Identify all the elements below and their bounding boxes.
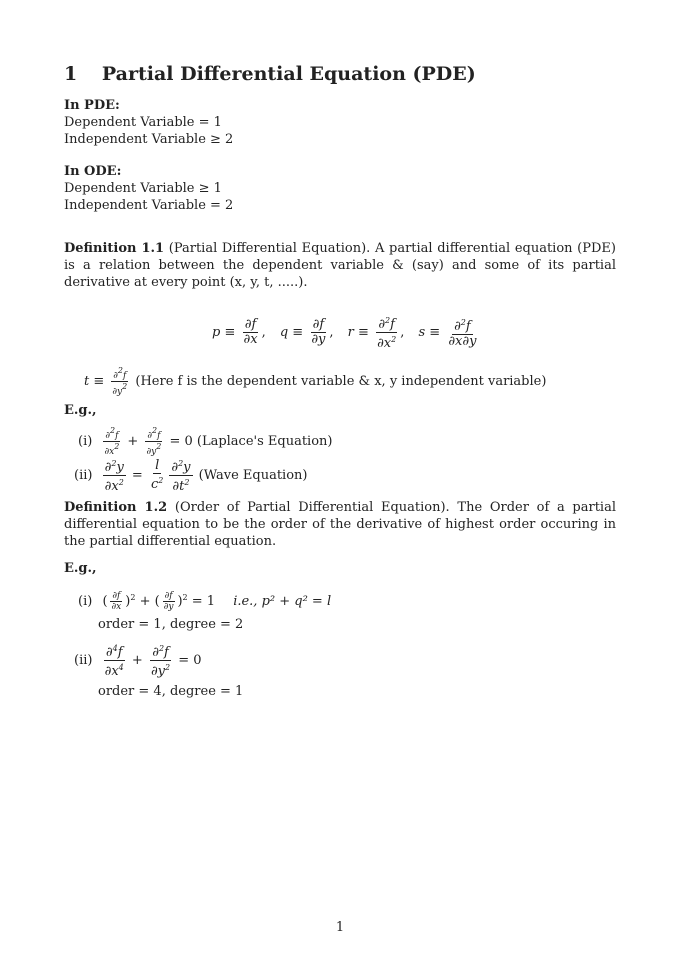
fraction-d2y-dx2: $\frac{\partial^2y}{\partial x^2}$ [104,459,124,494]
definition-name: (Order of Partial Differential Equation). [174,500,450,515]
definition-1-1 [64,240,616,291]
order-1-ie: i.e., p² + q² = l [233,594,332,609]
fraction-d2f-dxdy: $\frac{\partial^2f}{\partial x\partial y}$ [448,318,477,349]
pde-line2: Independent Variable ≥ 2 [64,132,234,147]
order-1-result: order = 1, degree = 2 [98,617,244,632]
fraction-d2f-dy2: $\frac{\partial^2f}{\partial y^2}$ [150,644,171,679]
fraction-d2f-dx2: $\frac{\partial^2f}{\partial x^2}$ [104,426,120,457]
definition-name: (Partial Differential Equation). [168,241,371,256]
example-order-1: (i) ( $\frac{\partial f}{\partial x}$ )$^2$ + ( $\frac{\partial f}{\partial y}$ )$^2$ = 1 i.e., p² + q² = l [78,591,332,612]
fraction-df-dy: $\frac{\partial f}{\partial y}$ [163,591,174,612]
t-label: t ≡ [84,374,105,389]
definition-text: The Order of a partial differential equation to be the order of the derivative of highest order occuring in the partial differential equation. [64,500,616,549]
example-order-2: (ii) $\frac{\partial^4f}{\partial x^4}$ + $\frac{\partial^2f}{\partial y^2}$ = 0 [74,644,202,679]
r-label: r ≡ [347,325,369,340]
item-label: (i) [78,594,93,609]
fraction-d4f-dx4: $\frac{\partial^4f}{\partial x^4}$ [104,644,124,679]
t-note: (Here f is the dependent variable & x, y independent variable) [135,374,547,389]
definition-text: A partial differential equation (PDE) is a relation between the dependent variable & (say) and some of its partial derivative at every point (x, y, t, .....). [64,241,616,290]
order-2-equation: = 0 [178,653,202,668]
p-label: p ≡ [212,325,236,340]
example-heading-2: E.g., [64,561,97,576]
t-definition [84,366,546,397]
wave-note: (Wave Equation) [198,468,308,483]
pde-line1: Dependent Variable = 1 [64,115,222,130]
item-label: (i) [78,434,93,449]
definition-label: Definition 1.2 [64,500,168,515]
example-laplace: (i) $\frac{\partial^2f}{\partial x^2}$ + $\frac{\partial^2f}{\partial y^2}$ = 0 (Laplace's Equation) [78,426,333,457]
fraction-d2f-dy2: $\frac{\partial^2f}{\partial y^2}$ [146,426,162,457]
section-heading [64,62,476,86]
s-label: s ≡ [418,325,441,340]
fraction-d2y-dt2: $\frac{\partial^2y}{\partial t^2}$ [171,459,191,494]
fraction-l-c2: $\frac{l}{c^2}$ [150,458,164,492]
item-label: (ii) [74,468,93,483]
section-title: Partial Differential Equation (PDE) [101,63,476,85]
section-number: 1 [64,63,78,85]
laplace-note: = 0 (Laplace's Equation) [169,434,333,449]
example-heading-1: E.g., [64,403,97,418]
page-number: 1 [335,920,345,935]
order-1-equation: = 1 [191,594,216,609]
pde-heading: In PDE: [64,98,120,113]
order-2-result: order = 4, degree = 1 [98,684,244,699]
definition-label: Definition 1.1 [64,241,165,256]
fraction-df-dx: $\frac{\partial f}{\partial x}$ [111,591,122,612]
fraction-d2f-dy2: $\frac{\partial^2f}{\partial y^2}$ [112,366,128,397]
q-label: q ≡ [279,325,304,340]
ode-line1: Dependent Variable ≥ 1 [64,181,222,196]
ode-line2: Independent Variable = 2 [64,198,234,213]
item-label: (ii) [74,653,93,668]
fraction-d2f-dx2: $\frac{\partial^2f}{\partial x^2}$ [377,316,397,351]
fraction-df-dx: $\frac{\partial f}{\partial x}$ [243,317,258,347]
fraction-df-dy: $\frac{\partial f}{\partial y}$ [311,317,326,347]
ode-heading: In ODE: [64,164,122,179]
definition-1-2 [64,499,616,550]
derivative-definitions: p ≡ $\frac{\partial f}{\partial x}$ , q ≡ $\frac{\partial f}{\partial y}$ , r ≡ $\frac{\partial^2f}{\partial x^2}$ , s ≡ $\frac{\partial^2f}{\partial x\partial y}$ [212,316,477,351]
example-wave: (ii) $\frac{\partial^2y}{\partial x^2}$ = $\frac{l}{c^2}$ $\frac{\partial^2y}{\partial t^2}$ (Wave Equation) [74,458,308,494]
